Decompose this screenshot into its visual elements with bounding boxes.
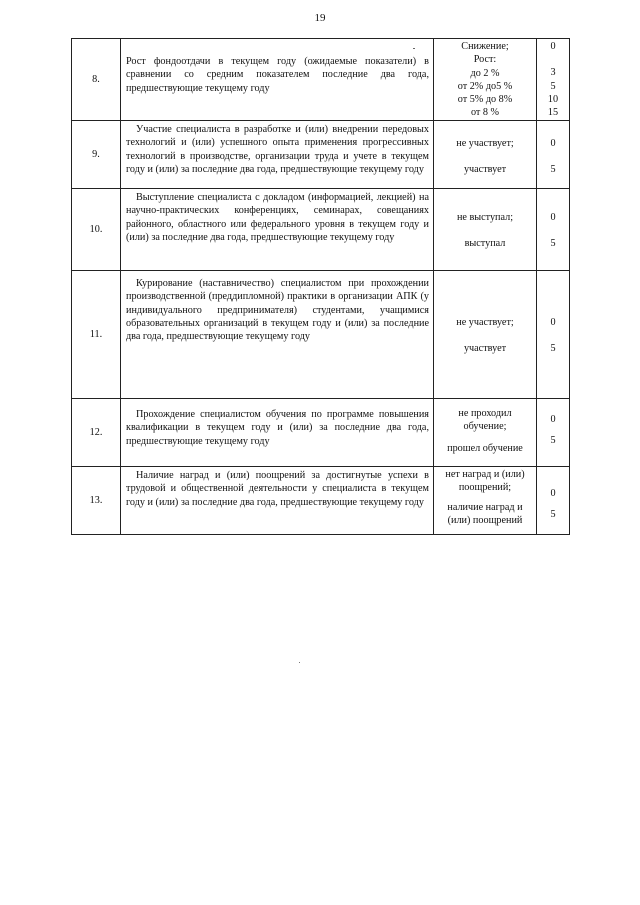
- criteria-table: [71, 38, 570, 535]
- score-value: 5: [550, 80, 556, 92]
- option-text: от 2% до5 %: [457, 80, 513, 92]
- score-cell: [537, 121, 570, 189]
- row-description: [121, 399, 434, 467]
- option-cell: [434, 271, 537, 399]
- option-text: наличие наград и (или) поощрений: [447, 501, 523, 526]
- description-text: Рост фондоотдачи в текущем году (ожидаемые показатели) в сравнении со средним показателем последние два года, предшествующие текущему году: [126, 56, 429, 94]
- row-number: 13.: [72, 467, 121, 535]
- option-text: от 5% до 8%: [457, 94, 513, 105]
- score-value: 3: [550, 67, 556, 79]
- option-text: не выступал;: [456, 212, 514, 223]
- option-text: нет наград и (или) поощрений;: [445, 469, 525, 494]
- score-value: 0: [550, 41, 556, 52]
- option-text: участвует: [463, 343, 507, 355]
- score-value: 0: [550, 212, 556, 223]
- score-cell: [537, 39, 570, 121]
- row-description: [121, 189, 434, 271]
- score-cell: [537, 467, 570, 535]
- row-number: 11.: [72, 271, 121, 399]
- option-text: не участвует;: [456, 317, 514, 328]
- option-text: до 2 %: [470, 67, 500, 79]
- score-value: 0: [550, 317, 556, 328]
- option-text: участвует: [463, 164, 507, 176]
- score-value: 5: [550, 343, 556, 355]
- score-value: 0: [550, 138, 556, 149]
- option-text: от 8 %: [470, 107, 500, 119]
- option-text: не участвует;: [456, 138, 514, 149]
- option-text: прошел обучение: [447, 442, 523, 454]
- scan-speck: [299, 662, 300, 663]
- table-row: [72, 121, 570, 189]
- option-text: Рост:: [473, 54, 497, 66]
- option-text: Снижение;: [461, 41, 509, 52]
- score-value: 10: [547, 93, 559, 105]
- score-value: 5: [550, 164, 556, 176]
- option-cell: [434, 189, 537, 271]
- option-cell: [434, 39, 537, 121]
- score-value: 15: [547, 107, 559, 118]
- score-cell: [537, 399, 570, 467]
- table-row: [72, 271, 570, 399]
- row-number: 9.: [72, 121, 121, 189]
- option-cell: [434, 399, 537, 467]
- row-number: 10.: [72, 189, 121, 271]
- score-value: 0: [550, 414, 556, 425]
- score-value: 5: [550, 435, 556, 447]
- score-value: 0: [550, 488, 556, 499]
- row-description: [121, 271, 434, 399]
- row-description: [121, 121, 434, 189]
- option-text: не проходил обучение;: [458, 408, 512, 433]
- table-row: [72, 399, 570, 467]
- row-description: [121, 467, 434, 535]
- score-value: 5: [550, 238, 556, 250]
- page-number: 19: [314, 12, 326, 24]
- row-number: 8.: [72, 39, 121, 121]
- table-row: [72, 467, 570, 535]
- option-cell: [434, 467, 537, 535]
- option-cell: [434, 121, 537, 189]
- score-cell: [537, 271, 570, 399]
- table-row: [72, 189, 570, 271]
- row-description: [121, 39, 434, 121]
- score-value: [537, 53, 569, 66]
- table-row: [72, 39, 570, 121]
- score-value: 5: [550, 509, 556, 521]
- description-text: Участие специалиста в разработке и (или) внедрении передовых технологий и (или) успешного опыта применения прогрессивных технологий в производстве, организации труда и учете в текущем году и (или) за последние два года, предшествующие текущему году: [126, 124, 429, 175]
- description-text: Выступление специалиста с докладом (информацией, лекцией) на научно-практических конференциях, семинарах, совещаниях районного, областного или федерального уровня в текущем году и (или) за последние два года, предшествующие текущему году: [126, 192, 429, 243]
- option-text: выступал: [464, 238, 506, 250]
- description-text: Наличие наград и (или) поощрений за достигнутые успехи в трудовой и общественной деятельности у специалиста в текущем году и (или) за последние два года, предшествующие текущему году: [126, 470, 429, 508]
- description-text: Курирование (наставничество) специалистом при прохождении производственной (преддипломной) практики в организации АПК (у индивидуального предпринимателя) студентами, учащимися образовательных организаций в текущем году и (или) за последние два года, предшествующие текущему году: [126, 278, 429, 342]
- row-number: 12.: [72, 399, 121, 467]
- description-text: Прохождение специалистом обучения по программе повышения квалификации в текущем году и (или) за последние два года, предшествующие текущему году: [126, 409, 429, 447]
- score-cell: [537, 189, 570, 271]
